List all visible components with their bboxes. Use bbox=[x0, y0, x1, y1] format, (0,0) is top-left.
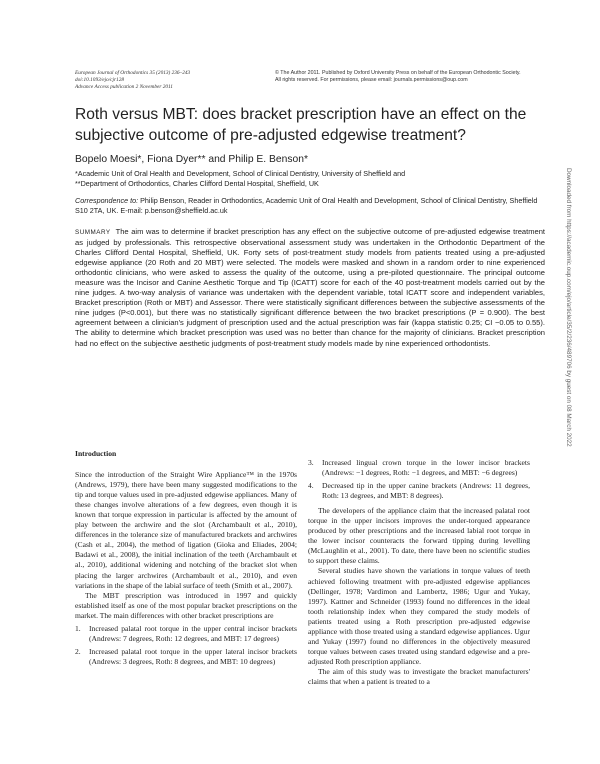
copyright-line: © The Author 2011. Published by Oxford University Press on behalf of the European Orthodontic Society. bbox=[275, 70, 521, 76]
intro-paragraph-4: Several studies have shown the variations in torque values of teeth achieved following treatment with pre-adjusted edgewise appliances (Dellinger, 1978; Vardimon and Lambertz, 1986; Ugur and Yukay, 1997). Kattner and Schneider (1993) found no differences in the ideal tooth relationship index when they compared the study models of patients treated using a Roth prescription pre-adjusted edgewise appliance with those treated using a standard edgewise appliances. Ugur and Yukay (1997) found no differences in the objectively measured torque values between cases treated using standard edgewise and a pre-adjusted Roth prescription appliance. bbox=[308, 566, 530, 666]
list-item: 3. Increased lingual crown torque in the lower incisor brackets (Andrews: −1 degrees, Roth: −1 degrees, and MBT: −6 degrees) bbox=[308, 458, 530, 478]
article-title: Roth versus MBT: does bracket prescription have an effect on the subjective outcome of pre-adjusted edgewise treatment? bbox=[75, 106, 527, 144]
section-heading-introduction: Introduction bbox=[75, 449, 117, 458]
list-item: 1. Increased palatal root torque in the upper central incisor brackets (Andrews: 7 degrees, Roth: 12 degrees, and MBT: 17 degrees) bbox=[75, 623, 297, 643]
intro-paragraph-5: The aim of this study was to investigate the bracket manufacturers' claims that when a patient is treated to a bbox=[308, 666, 530, 686]
abstract bbox=[75, 227, 545, 349]
journal-access-date: Advance Access publication 2 November 2011 bbox=[75, 84, 173, 91]
download-note: Downloaded from https://academic.oup.com/ejo/article/35/2/236/489706 by guest on 08 March 2022 bbox=[565, 168, 572, 447]
intro-paragraph-2: The MBT prescription was introduced in 1997 and quickly established itself as one of the most popular bracket prescriptions on the market. The main differences with other bracket prescriptions are bbox=[75, 590, 297, 620]
author-list: Bopelo Moesi*, Fiona Dyer** and Philip E. Benson* bbox=[75, 154, 308, 165]
publisher-info bbox=[275, 70, 535, 84]
affiliation-2: **Department of Orthodontics, Charles Clifford Dental Hospital, Sheffield, UK bbox=[75, 178, 319, 188]
prescription-differences-list bbox=[75, 624, 297, 667]
prescription-differences-list-continued bbox=[308, 458, 530, 501]
list-item: 2. Increased palatal root torque in the upper lateral incisor brackets (Andrews: 3 degrees, Roth: 8 degrees, and MBT: 10 degrees) bbox=[75, 646, 297, 666]
abstract-text: The aim was to determine if bracket prescription has any effect on the subjective outcome of pre-adjusted edgewise treatment as judged by professionals. This retrospective observational assessment study was undertaken in the Orthodontic Department of the Charles Clifford Dental Hospital, Sheffield, UK. Forty sets of post-treatment study models from patients treated using a pre-adjusted edgewise appliance (20 Roth and 20 MBT) were selected. The models were masked and shown in a random order to nine experienced orthodontic clinicians, who were asked to assess the quality of the outcome, using a pre-piloted questionnaire. The principal outcome measure was the Incisor and Canine Aesthetic Torque and Tip (ICATT) score for each of the 40 post-treatment models carried out by the nine judges. A two-way analysis of variance was undertaken with the dependent variable, total ICATT score and independent variables, Bracket prescription (Roth or MBT) and Assessor. There were statistically significant differences between the subjective assessments of the nine judges (P<0.001), but there was no statistically significant difference between the two bracket prescriptions (P = 0.900). The best agreement between a clinician's judgment of prescription used and the actual prescription was fair (kappa statistic 0.25; CI −0.05 to 0.55). The ability to determine which bracket prescription was used was no better than chance for the majority of clinicians. Bracket prescription had no effect on the subjective aesthetic judgments of post-treatment study models made by nine experienced orthodontists. bbox=[75, 227, 545, 348]
list-item: 4. Decreased tip in the upper canine brackets (Andrews: 11 degrees, Roth: 13 degrees, and MBT: 8 degrees). bbox=[308, 481, 530, 501]
permissions-line: All rights reserved. For permissions, please email: journals.permissions@oup.com bbox=[275, 77, 468, 84]
affiliations bbox=[75, 169, 545, 189]
journal-info bbox=[75, 70, 190, 92]
journal-doi: doi:10.1093/ejo/cjr128 bbox=[75, 77, 124, 84]
body-column-left bbox=[75, 449, 297, 672]
download-watermark bbox=[562, 168, 576, 656]
abstract-label: SUMMARY bbox=[75, 229, 111, 236]
affiliation-1: *Academic Unit of Oral Health and Development, School of Clinical Dentistry, University of Sheffield and bbox=[75, 169, 406, 178]
correspondence-text: Philip Benson, Reader in Orthodontics, Academic Unit of Oral Health and Development, School of Clinical Dentistry, Sheffield S10 2TA, UK. E-mail: p.benson@sheffield.ac.uk bbox=[75, 196, 538, 215]
correspondence bbox=[75, 196, 545, 216]
correspondence-label: Correspondence to: bbox=[75, 196, 139, 205]
body-column-right bbox=[308, 458, 530, 687]
journal-citation: European Journal of Orthodontics 35 (2013) 236–243 bbox=[75, 70, 191, 76]
intro-paragraph-3: The developers of the appliance claim that the increased palatal root torque in the upper incisors improves the under-torqued appearance produced by other prescriptions and the increased labial root torque in the lower incisor counteracts the forward tipping during levelling (McLaughlin et al., 2001). To date, there have been no scientific studies to support these claims. bbox=[308, 506, 530, 566]
intro-paragraph-1: Since the introduction of the Straight Wire Appliance™ in the 1970s (Andrews, 1979), there have been many suggested modifications to the tip and torque values used in pre-adjusted edgewise appliances. Many of these changes involve alterations of a few degrees, even though it is known that torque expression in particular is affected by the amount of play between the archwire and the slot (Archambault et al., 2010), differences in the tolerance size of manufactured brackets and archwires (Cash et al., 2004), the method of ligation (Gioka and Eliades, 2004; Badawi et al., 2008), the initial inclination of the teeth (Archambault et al., 2010), additional widening and notching of the bracket slot when placing the larger archwires (Archambault et al., 2010), and even variations in the shape of the labial surface of teeth (Smith et al., 2007). bbox=[75, 470, 297, 590]
